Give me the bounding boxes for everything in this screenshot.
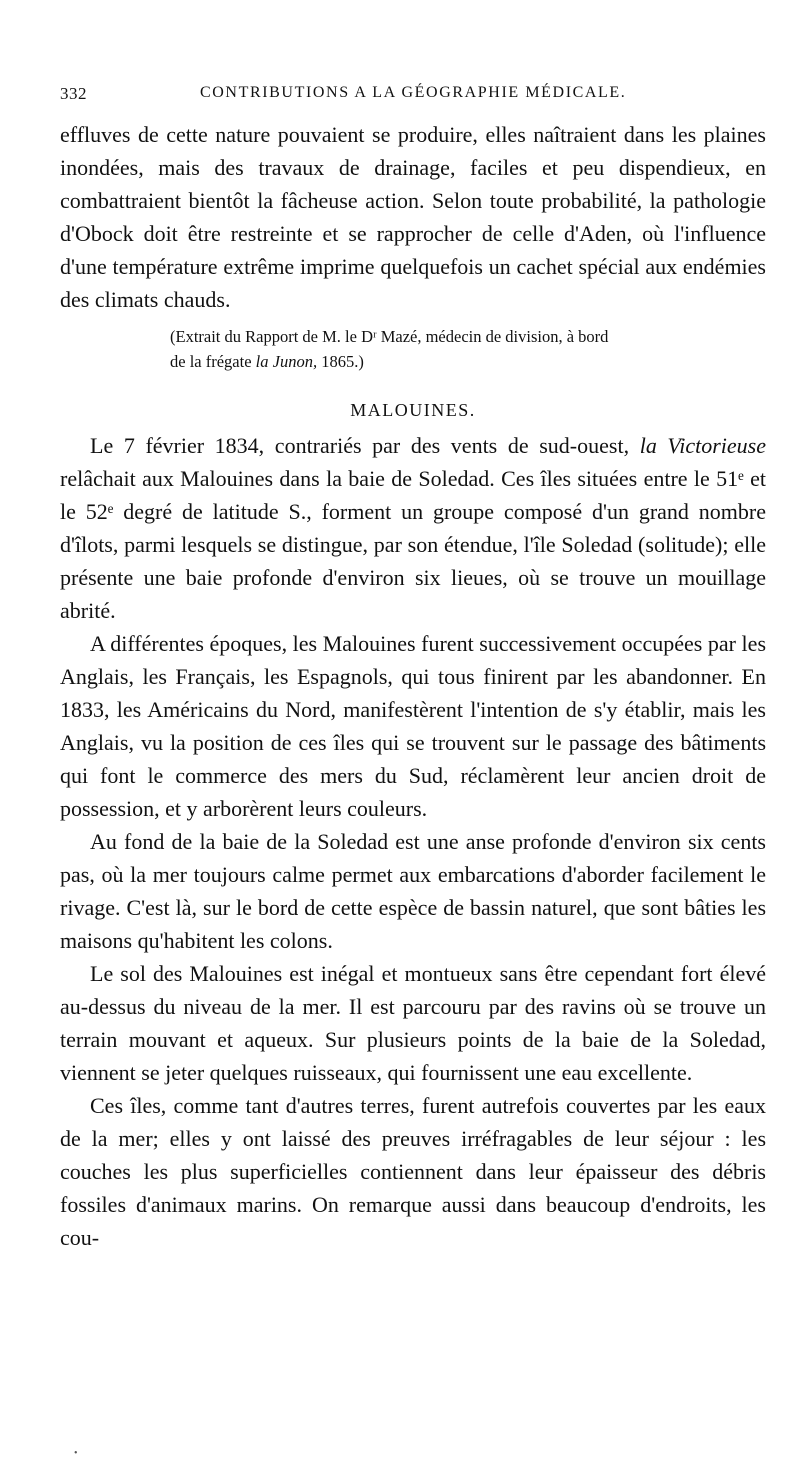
running-title: CONTRIBUTIONS A LA GÉOGRAPHIE MÉDICALE. bbox=[200, 84, 627, 101]
section-heading: MALOUINES. bbox=[350, 400, 476, 420]
paragraph-1-start: Le 7 février 1834, contrariés par des vents de sud-ouest, bbox=[90, 433, 640, 458]
citation-suffix: 1865.) bbox=[317, 352, 364, 371]
page-number: 332 bbox=[60, 84, 87, 103]
page-speck: • bbox=[74, 1448, 78, 1459]
paragraph-4: Le sol des Malouines est inégal et montueux sans être cependant fort élevé au-dessus du niveau de la mer. Il est parcouru par des ravins où se trouve un terrain mouvant et aqueux. Sur plusieurs points de la baie de la Soledad, viennent se jeter quelques ruisseaux, qui fournissent une eau excellente. bbox=[60, 961, 766, 1085]
paragraph-3: Au fond de la baie de la Soledad est une anse profonde d'environ six cents pas, où la mer toujours calme permet aux embarcations d'aborder facilement le rivage. C'est là, sur le bord de cette espèce de bassin naturel, que sont bâties les maisons qu'habitent les colons. bbox=[60, 829, 766, 953]
paragraph-1 bbox=[60, 429, 766, 627]
citation-line-1: (Extrait du Rapport de M. le Dʳ Mazé, médecin de division, à bord bbox=[170, 327, 609, 346]
paragraph-2: A différentes époques, les Malouines furent successivement occupées par les Anglais, les Français, les Espagnols, qui tous finirent par les abandonner. En 1833, les Américains du Nord, manifestèrent l'intention de s'y établir, mais les Anglais, vu la position de ces îles qui se trouvent sur le passage des bâtiments qui font le commerce des mers du Sud, réclamèrent leur ancien droit de possession, et y arborèrent leurs couleurs. bbox=[60, 631, 766, 821]
citation-prefix: de la frégate bbox=[170, 352, 256, 371]
ship-name-victorieuse: la Victorieuse bbox=[639, 433, 766, 458]
source-citation bbox=[170, 324, 766, 374]
paragraph-5: Ces îles, comme tant d'autres terres, furent autrefois couvertes par les eaux de la mer; elles y ont laissé des preuves irréfragables de leur séjour : les couches les plus superficielles contiennent dans leur épaisseur des débris fossiles d'animaux marins. On remarque aussi dans beaucoup d'endroits, les cou- bbox=[60, 1093, 766, 1250]
intro-paragraph: effluves de cette nature pouvaient se produire, elles naîtraient dans les plaines inondées, mais des travaux de drainage, faciles et peu dispendieux, en combattraient bientôt la fâcheuse action. Selon toute probabilité, la pathologie d'Obock doit être restreinte et se rapprocher de celle d'Aden, où l'influence d'une température extrême imprime quelquefois un cachet spécial aux endémies des climats chauds. bbox=[60, 122, 766, 312]
running-head bbox=[60, 84, 766, 108]
paragraph-1-rest: relâchait aux Malouines dans la baie de Soledad. Ces îles situées entre le 51ᵉ et le 52ᵉ degré de latitude S., forment un groupe composé d'un grand nombre d'îlots, parmi lesquels se distingue, par son étendue, l'île Soledad (solitude); elle présente une baie profonde d'environ six lieues, où se trouve un mouillage abrité. bbox=[60, 466, 766, 623]
book-page bbox=[60, 84, 766, 1254]
ship-name-junon: la Junon, bbox=[255, 352, 318, 371]
citation-line-2 bbox=[170, 352, 364, 371]
